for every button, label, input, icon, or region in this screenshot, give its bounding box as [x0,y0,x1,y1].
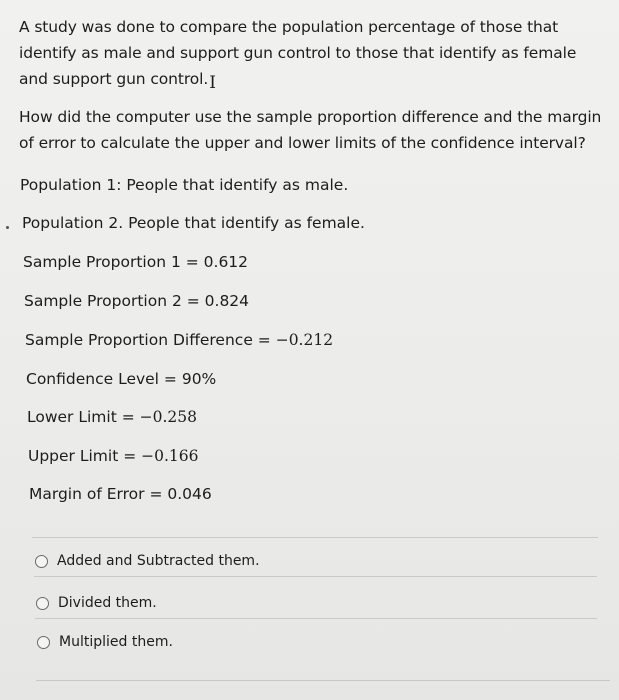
lower-limit-value: −0.258 [139,408,197,426]
option-label: Multiplied them. [59,634,173,650]
upper-limit-value: −0.166 [141,447,199,465]
radio-icon[interactable] [37,636,50,649]
population-1: Population 1: People that identify as male. [20,176,349,194]
confidence-level: Confidence Level = 90% [26,370,217,388]
text-cursor-icon: I [209,73,216,93]
lower-limit-label: Lower Limit = [27,408,140,426]
upper-limit-label: Upper Limit = [28,447,142,465]
option-divided[interactable] [36,595,157,611]
option-label: Added and Subtracted them. [57,553,260,569]
divider [36,680,610,681]
margin-of-error: Margin of Error = 0.046 [29,485,212,503]
sample-proportion-1: Sample Proportion 1 = 0.612 [23,253,249,271]
question-prompt: How did the computer use the sample proportion difference and the margin of error to calculate the upper and lower limits of the confidence interval? [19,108,602,152]
radio-icon[interactable] [36,597,49,610]
lower-limit [27,406,197,428]
bullet-dot [6,226,9,229]
divider [34,576,597,577]
question-text [19,14,604,156]
radio-icon[interactable] [35,555,48,568]
sample-proportion-difference [25,329,333,351]
divider [32,537,598,538]
sample-proportion-2: Sample Proportion 2 = 0.824 [24,292,250,310]
option-multiplied[interactable] [37,634,173,650]
question-intro: A study was done to compare the population percentage of those that identify as male and support gun control to those that identify as female and support gun control.I [19,14,604,96]
difference-value: −0.212 [275,331,334,349]
difference-label: Sample Proportion Difference = [25,331,276,349]
upper-limit [28,445,199,467]
option-label: Divided them. [58,595,157,611]
population-2: Population 2. People that identify as female. [22,214,365,232]
option-added-subtracted[interactable] [35,553,260,569]
divider [35,618,597,619]
